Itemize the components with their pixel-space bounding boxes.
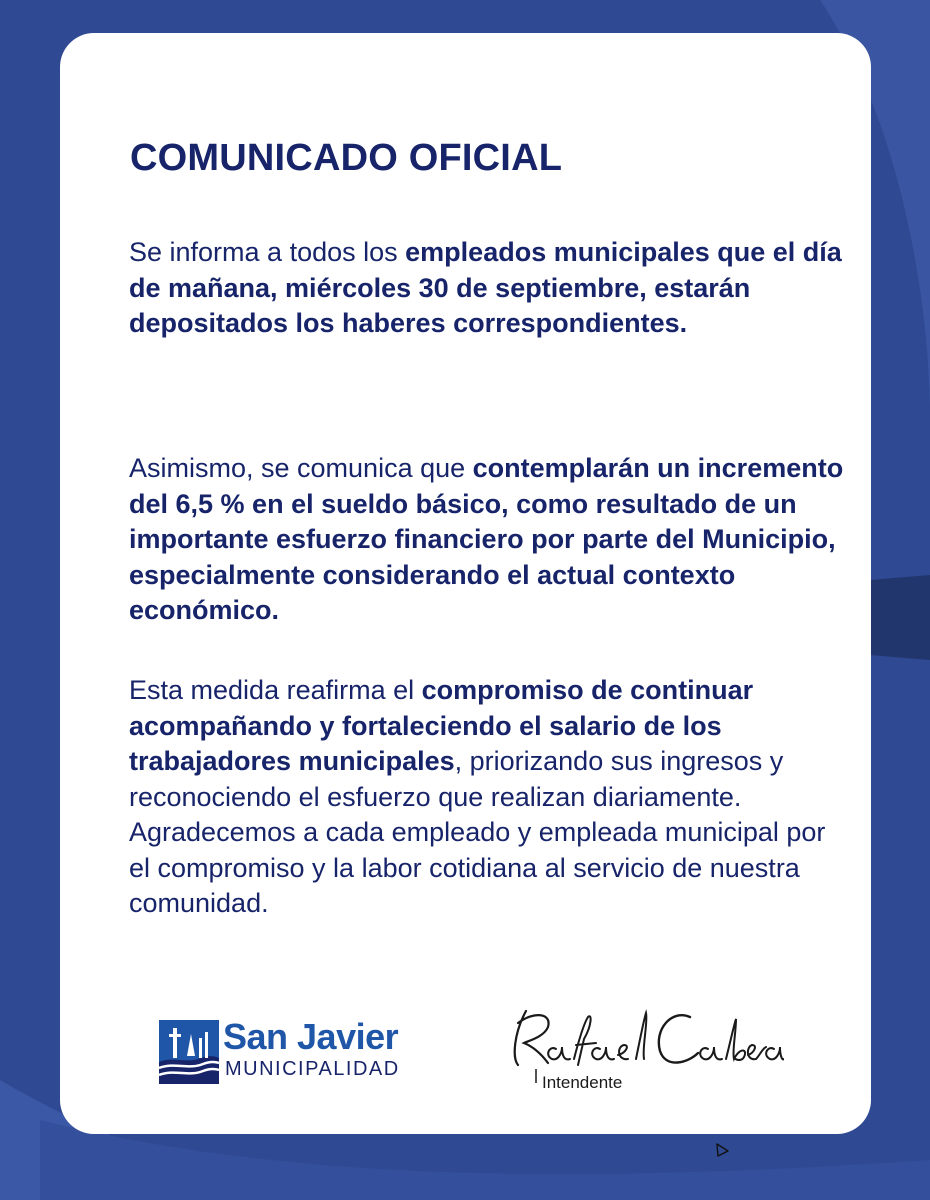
paragraph-commitment-closing: , priorizando sus ingresos y reconociendo el esfuerzo que realizan diariamente. Agradecemos a cada empleado y empleada municipal por el compromiso y la labor cotidiana al servicio de nuestra comunidad. [129,746,826,918]
logo-subtitle: MUNICIPALIDAD [225,1058,400,1080]
municipal-crest-icon [159,1020,219,1084]
paragraph-commitment [129,673,849,922]
logo-name: San Javier [223,1016,399,1057]
paragraph-deposit [129,235,849,342]
municipality-logo [159,1016,409,1086]
paragraph-commitment-highlight: compromiso de continuar acompañando y fortaleciendo el salario de los trabajadores municipales [129,675,754,776]
paragraph-deposit-highlight: empleados municipales que el día de mañana, miércoles 30 de septiembre, estarán depositados los haberes correspondientes. [129,237,842,338]
mayor-signature [504,1003,784,1103]
handwritten-signature-image [504,1003,784,1083]
paragraph-deposit-intro: Se informa a todos los [129,237,406,267]
notice-title: COMUNICADO OFICIAL [130,137,563,179]
paragraph-commitment-intro: Esta medida reafirma el [129,675,422,705]
cursor-icon [714,1142,730,1158]
paragraph-increase-intro: Asimismo, se comunica que [129,453,473,483]
paragraph-increase [129,451,849,629]
notice-card [60,33,871,1134]
paragraph-increase-highlight: contemplarán un incremento del 6,5 % en el sueldo básico, como resultado de un importante esfuerzo financiero por parte del Municipio, especialmente considerando el actual contexto económico. [129,453,844,625]
signature-role: Intendente [542,1073,623,1092]
